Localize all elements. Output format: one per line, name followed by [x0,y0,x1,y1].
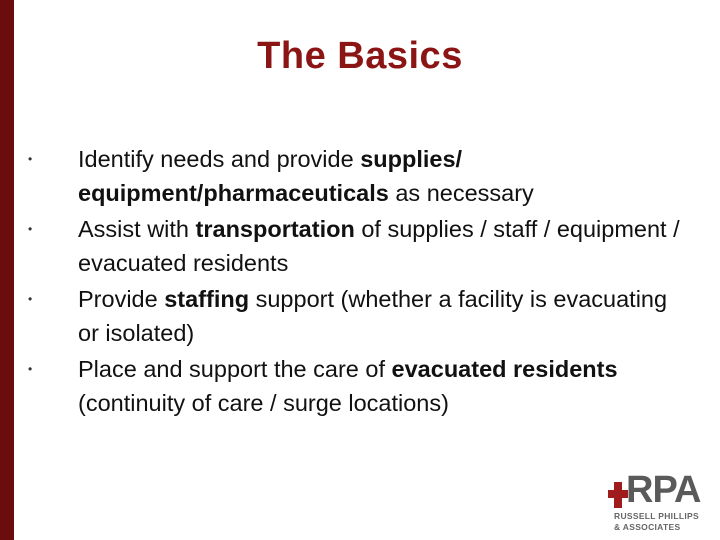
bullet-text [78,282,686,350]
bullet-dot-icon: • [28,152,33,166]
logo-letters: RPA [626,469,701,511]
slide-title: The Basics [257,35,463,77]
logo-line-1: RUSSELL PHILLIPS [614,511,699,521]
bullet-item [26,282,686,350]
bullet-bold-segment: transportation [195,216,355,242]
logo-line-2: & ASSOCIATES [614,522,681,532]
bullet-segment: (continuity of care / surge locations) [78,390,449,416]
bullet-item [26,212,686,280]
logo-subtitle [614,511,720,533]
bullet-dot-icon: • [28,362,33,376]
plus-cross-icon [608,476,628,516]
bullet-text [78,142,686,210]
bullet-list [26,142,686,422]
bullet-bold-segment: evacuated residents [391,356,618,382]
bullet-segment: as necessary [388,180,534,206]
bullet-bold-segment: staffing [164,286,250,312]
bullet-text [78,352,686,420]
bullet-text [78,212,686,280]
bullet-segment: of supplies / staff / equipment / evacuated residents [78,216,680,276]
bullet-segment: Place and support the care of [78,356,392,382]
bullet-item [26,352,686,420]
bullet-item [26,142,686,210]
bullet-segment: Provide [78,286,165,312]
bullet-segment: support (whether a facility is evacuating or isolated) [78,286,668,346]
bullet-segment: Assist with [78,216,196,242]
bullet-dot-icon: • [28,222,33,236]
bullet-dot-icon: • [28,292,33,306]
bullet-segment: Identify needs and provide [78,146,361,172]
company-logo [608,470,718,540]
bullet-bold-segment: supplies/ equipment/pharmaceuticals [78,146,463,206]
side-accent-bar [0,0,14,540]
